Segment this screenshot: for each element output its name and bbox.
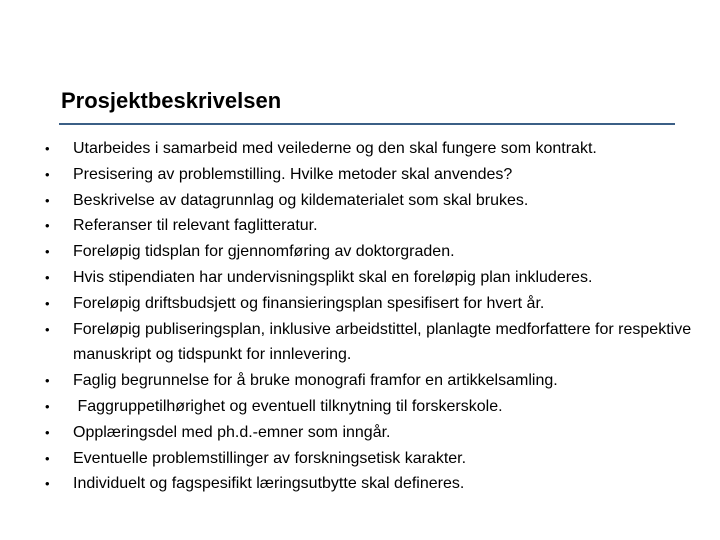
bullet-item [0,136,720,162]
slide-title: Prosjektbeskrivelsen [61,88,282,113]
bullet-marker: • [45,269,50,285]
title-divider [59,123,675,125]
bullet-marker: • [45,450,50,466]
bullet-text: Foreløpig publiseringsplan, inklusive arbeidstittel, planlagte medforfattere for respektive manuskript og tidspunkt for innlevering. [73,320,692,364]
bullet-marker: • [45,192,50,208]
bullet-text: Opplæringsdel med ph.d.-emner som inngår. [73,423,391,441]
bullet-marker: • [45,244,50,260]
bullet-marker: • [45,166,50,182]
bullet-item [0,213,720,239]
bullet-text: Individuelt og fagspesifikt læringsutbytte skal defineres. [73,475,465,493]
bullet-text: Utarbeides i samarbeid med veilederne og den skal fungere som kontrakt. [73,140,597,157]
bullet-item [0,188,720,214]
bullet-marker: • [45,398,50,414]
bullet-text: Referanser til relevant faglitteratur. [73,217,318,235]
bullet-item [0,471,720,497]
bullet-text: Faggruppetilhørighet og eventuell tilknytning til forskerskole. [73,397,503,415]
bullet-list [0,136,720,497]
bullet-marker: • [45,476,50,492]
bullet-item [0,394,720,420]
bullet-text: Foreløpig driftsbudsjett og finansieringsplan spesifisert for hvert år. [73,294,545,312]
bullet-marker: • [45,295,50,311]
bullet-text: Hvis stipendiaten har undervisningsplikt skal en foreløpig plan inkluderes. [73,268,593,286]
bullet-item [0,368,720,394]
bullet-item [0,239,720,265]
bullet-marker: • [45,141,50,156]
bullet-text: Faglig begrunnelse for å bruke monografi framfor en artikkelsamling. [73,372,558,390]
bullet-marker: • [45,321,50,337]
bullet-marker: • [45,373,50,389]
bullet-text: Foreløpig tidsplan for gjennomføring av doktorgraden. [73,243,455,261]
bullet-item [0,446,720,472]
bullet-marker: • [45,218,50,234]
bullet-item [0,317,720,369]
bullet-item [0,420,720,446]
bullet-text: Eventuelle problemstillinger av forskningsetisk karakter. [73,449,467,467]
bullet-item [0,265,720,291]
bullet-marker: • [45,424,50,440]
bullet-item [0,162,720,188]
bullet-text: Presisering av problemstilling. Hvilke metoder skal anvendes? [73,165,513,183]
bullet-text: Beskrivelse av datagrunnlag og kildematerialet som skal brukes. [73,191,529,209]
bullet-item [0,291,720,317]
